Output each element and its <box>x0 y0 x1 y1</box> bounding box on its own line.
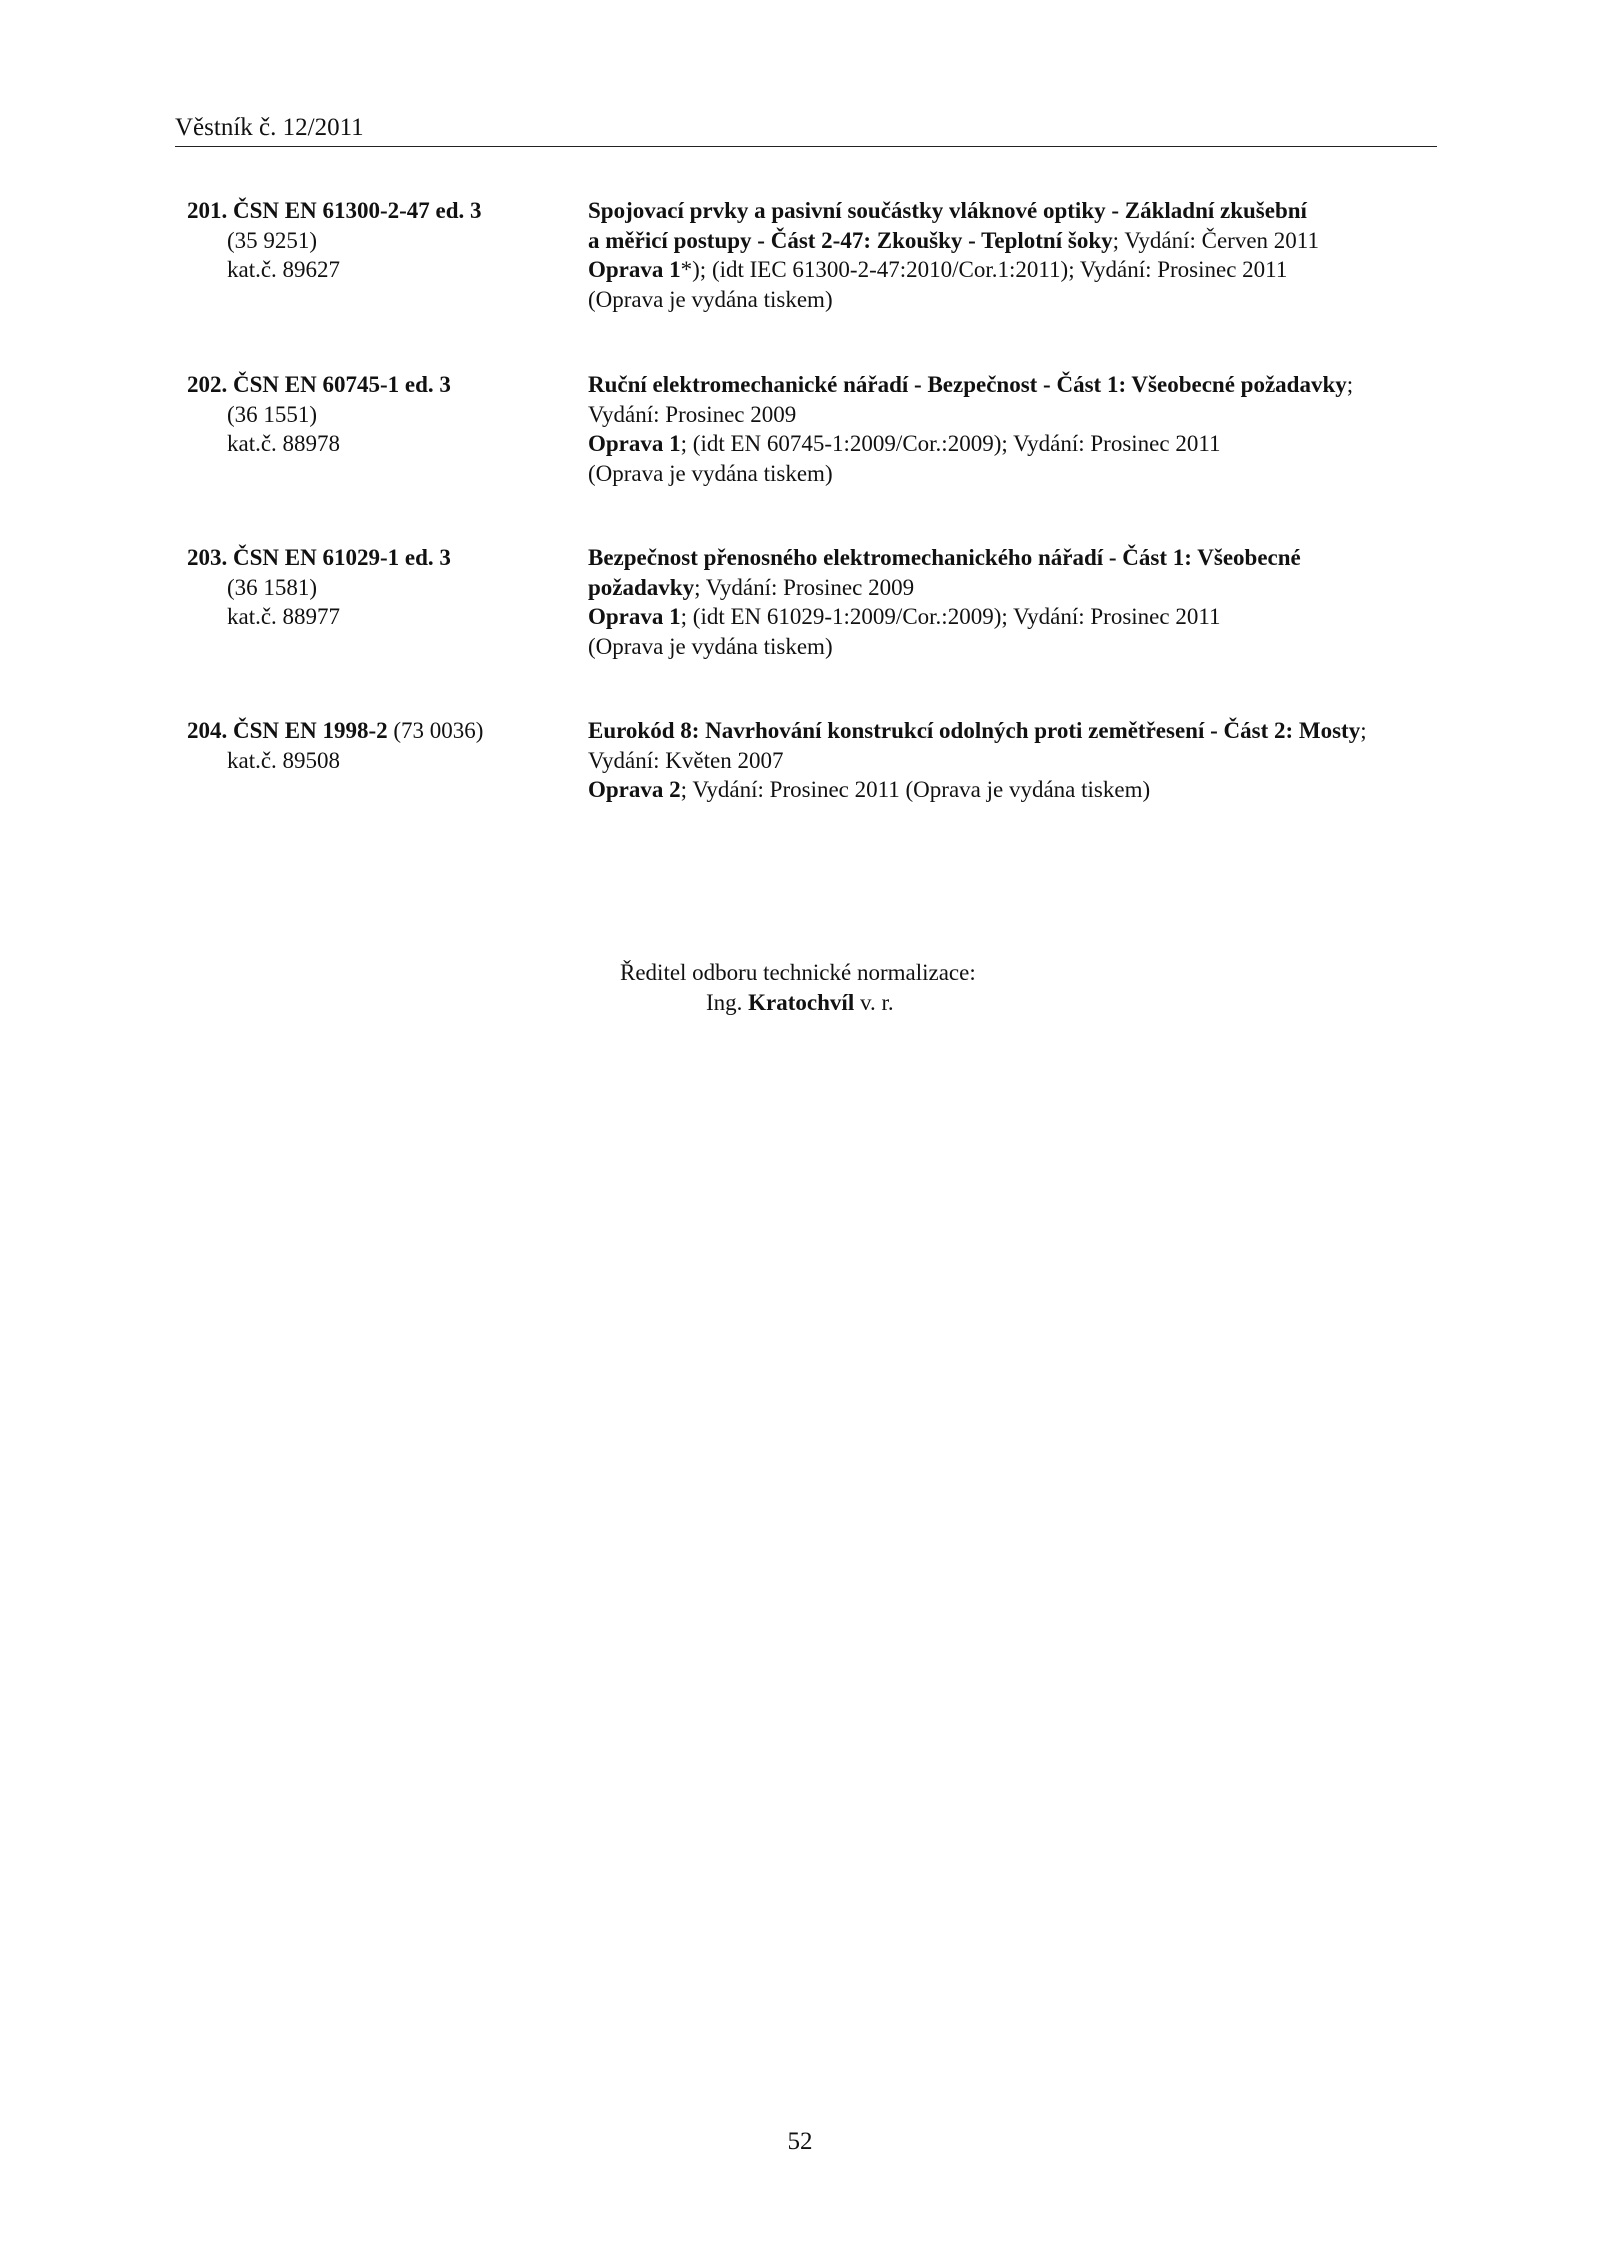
catalog-number: kat.č. 89508 <box>227 747 341 773</box>
entry-identifiers <box>187 543 587 632</box>
entry-description <box>588 716 1448 805</box>
issue-date: ; Vydání: Červen 2011 <box>1112 227 1319 253</box>
entry-identifiers <box>187 196 587 285</box>
standard-code: ČSN EN 61029-1 ed. 3 <box>233 545 451 570</box>
entry-title-line: Ruční elektromechanické nářadí - Bezpečnost - Část 1: Všeobecné požadavky <box>588 372 1347 397</box>
correction-label: Oprava 1 <box>588 431 681 456</box>
entry-title-line: Eurokód 8: Navrhování konstrukcí odolných proti zemětřesení - Část 2: Mosty <box>588 718 1361 743</box>
entry-number: 203. <box>187 545 228 570</box>
page-number: 52 <box>787 2128 813 2155</box>
issue-date: Vydání: Prosinec 2009 <box>588 401 797 427</box>
signatory-name: Kratochvíl <box>748 989 855 1015</box>
correction-detail: ; (idt EN 60745-1:2009/Cor.:2009); Vydání: Prosinec 2011 <box>680 431 1221 456</box>
correction-label: Oprava 2 <box>588 777 681 802</box>
correction-note: (Oprava je vydána tiskem) <box>588 286 833 312</box>
entry-number: 204. <box>187 718 228 743</box>
issue-date: ; Vydání: Prosinec 2009 <box>694 574 915 600</box>
signatory-prefix: Ing. <box>706 989 749 1015</box>
correction-detail: *); (idt IEC 61300-2-47:2010/Cor.1:2011); Vydání: Prosinec 2011 <box>680 257 1288 282</box>
signature-block <box>620 958 976 1017</box>
page-header <box>175 112 1437 147</box>
title-suffix: ; <box>1360 718 1367 743</box>
correction-detail: ; Vydání: Prosinec 2011 (Oprava je vydána tiskem) <box>680 777 1151 802</box>
entry-identifiers <box>187 370 587 459</box>
entry-description <box>588 543 1448 661</box>
correction-note: (Oprava je vydána tiskem) <box>588 460 833 486</box>
correction-note: (Oprava je vydána tiskem) <box>588 633 833 659</box>
entry-title-line: požadavky <box>588 574 695 600</box>
correction-detail: ; (idt EN 61029-1:2009/Cor.:2009); Vydání: Prosinec 2011 <box>680 604 1221 629</box>
class-code: (35 9251) <box>227 227 318 253</box>
signatory-role: Ředitel odboru technické normalizace: <box>620 960 976 985</box>
catalog-number: kat.č. 88978 <box>227 431 341 456</box>
entry-title-line: Bezpečnost přenosného elektromechanického nářadí - Část 1: Všeobecné <box>588 545 1301 570</box>
standard-code: ČSN EN 61300-2-47 ed. 3 <box>233 198 482 223</box>
entry-title-line: Spojovací prvky a pasivní součástky vláknové optiky - Základní zkušební <box>588 198 1307 223</box>
catalog-number: kat.č. 89627 <box>227 257 341 282</box>
entry-title-line: a měřicí postupy - Část 2-47: Zkoušky - Teplotní šoky <box>588 227 1113 253</box>
standard-code: ČSN EN 60745-1 ed. 3 <box>233 372 451 397</box>
entry-number: 202. <box>187 372 228 397</box>
entry-number: 201. <box>187 198 228 223</box>
class-code: (73 0036) <box>387 718 484 743</box>
catalog-number: kat.č. 88977 <box>227 604 341 629</box>
entry-description <box>588 370 1448 488</box>
issue-date: Vydání: Květen 2007 <box>588 747 784 773</box>
correction-label: Oprava 1 <box>588 604 681 629</box>
signatory-suffix: v. r. <box>854 989 894 1015</box>
class-code: (36 1551) <box>227 401 318 427</box>
entry-identifiers <box>187 716 587 775</box>
standard-code: ČSN EN 1998-2 <box>233 718 388 743</box>
bulletin-title: Věstník č. 12/2011 <box>175 114 364 141</box>
correction-label: Oprava 1 <box>588 257 681 282</box>
entry-description <box>588 196 1448 314</box>
class-code: (36 1581) <box>227 574 318 600</box>
title-suffix: ; <box>1346 372 1354 397</box>
